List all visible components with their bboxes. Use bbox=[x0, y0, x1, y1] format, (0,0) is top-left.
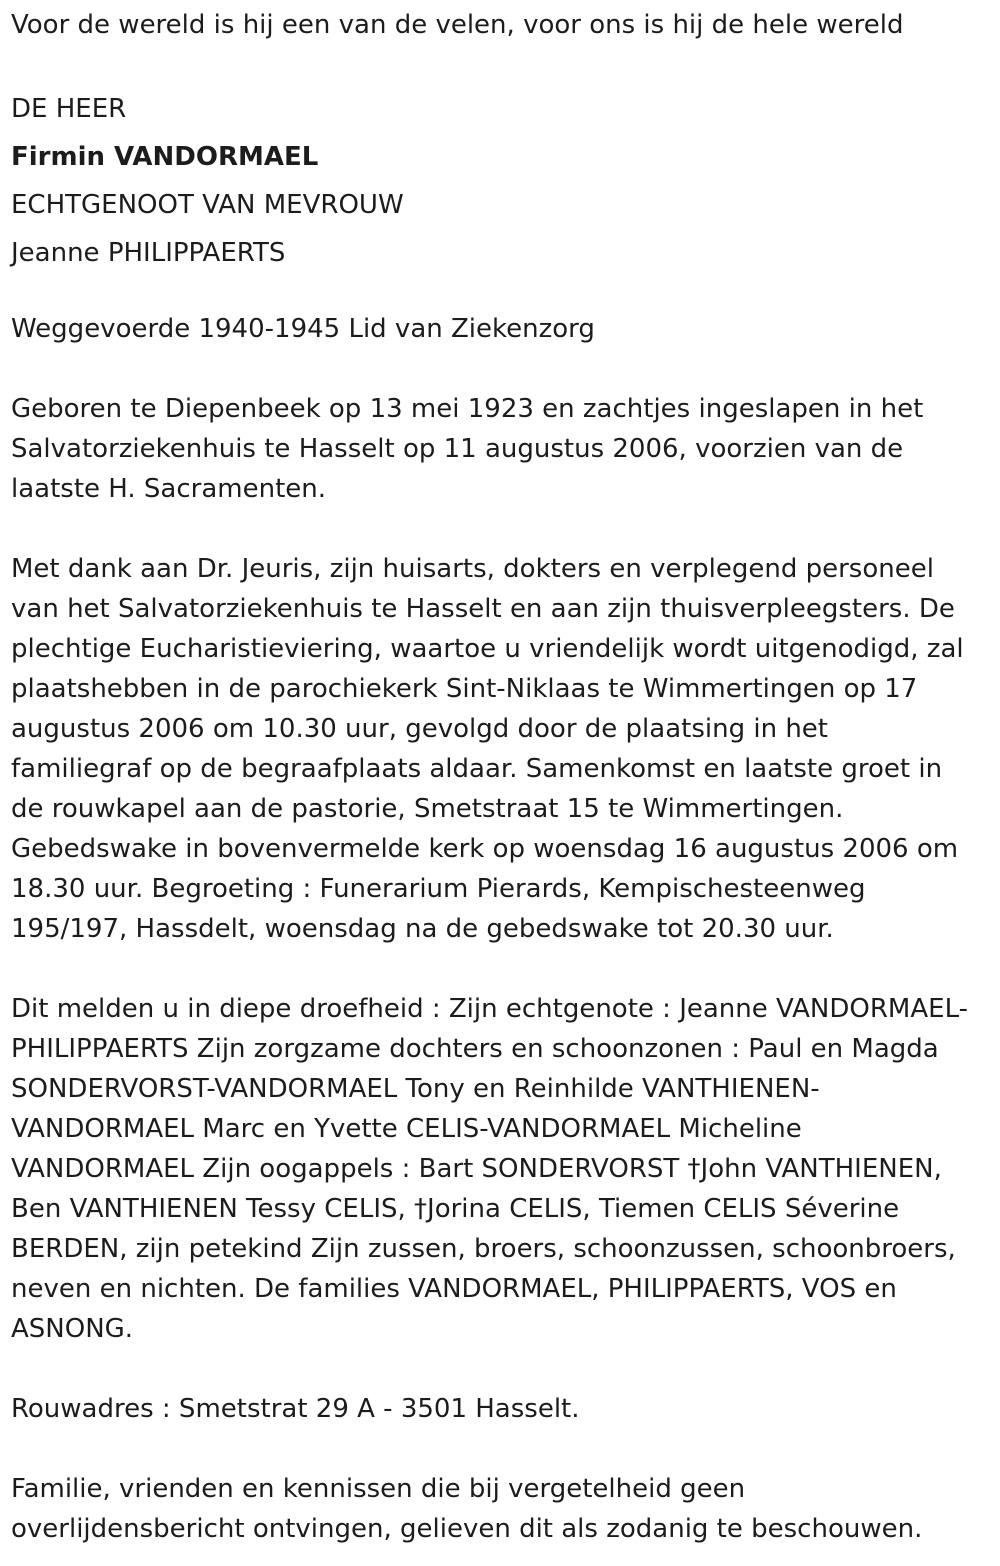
text-line: PHILIPPAERTS Zijn zorgzame dochters en schoonzonen : Paul en Magda bbox=[11, 1034, 939, 1064]
text-line: plechtige Eucharistieviering, waartoe u vriendelijk wordt uitgenodigd, zal bbox=[11, 634, 964, 664]
spacer bbox=[11, 1349, 989, 1389]
text-line: 18.30 uur. Begroeting : Funerarium Pierards, Kempischesteenweg bbox=[11, 874, 866, 904]
address-line: Rouwadres : Smetstrat 29 A - 3501 Hasselt. bbox=[11, 1394, 580, 1424]
motto: Voor de wereld is hij een van de velen, voor ons is hij de hele wereld bbox=[11, 10, 904, 40]
text-line: plaatshebben in de parochiekerk Sint-Niklaas te Wimmertingen op 17 bbox=[11, 674, 918, 704]
text-line: Dit melden u in diepe droefheid : Zijn echtgenote : Jeanne VANDORMAEL- bbox=[11, 994, 968, 1024]
text-line: VANDORMAEL Zijn oogappels : Bart SONDERVORST †John VANTHIENEN, bbox=[11, 1154, 942, 1184]
text-line: familiegraf op de begraafplaats aldaar. Samenkomst en laatste groet in bbox=[11, 754, 943, 784]
text-line: augustus 2006 om 10.30 uur, gevolgd door de plaatsing in het bbox=[11, 714, 828, 744]
text-line: overlijdensbericht ontvingen, gelieven dit als zodanig te beschouwen. bbox=[11, 1514, 923, 1544]
spacer bbox=[11, 949, 989, 989]
family-paragraph bbox=[11, 989, 989, 1349]
closing-paragraph bbox=[11, 1469, 989, 1549]
spacer bbox=[11, 45, 989, 85]
spouse-intro: ECHTGENOOT VAN MEVROUW bbox=[11, 190, 404, 220]
text-line: van het Salvatorziekenhuis te Hasselt en aan zijn thuisverpleegsters. De bbox=[11, 594, 955, 624]
thanks-paragraph bbox=[11, 549, 989, 949]
text-line: Familie, vrienden en kennissen die bij vergetelheid geen bbox=[11, 1474, 746, 1504]
text-line: laatste H. Sacramenten. bbox=[11, 474, 326, 504]
text-line: Ben VANTHIENEN Tessy CELIS, †Jorina CELIS, Tiemen CELIS Séverine bbox=[11, 1194, 900, 1224]
text-line: BERDEN, zijn petekind Zijn zussen, broers, schoonzussen, schoonbroers, bbox=[11, 1234, 956, 1264]
spacer bbox=[11, 349, 989, 389]
text-line: 195/197, Hassdelt, woensdag na de gebedswake tot 20.30 uur. bbox=[11, 914, 834, 944]
spacer bbox=[11, 1429, 989, 1469]
birth-paragraph bbox=[11, 389, 989, 509]
text-line: Met dank aan Dr. Jeuris, zijn huisarts, dokters en verplegend personeel bbox=[11, 554, 934, 584]
deceased-name: Firmin VANDORMAEL bbox=[11, 142, 319, 172]
spouse-name: Jeanne PHILIPPAERTS bbox=[11, 238, 286, 268]
text-line: ASNONG. bbox=[11, 1314, 134, 1344]
spacer bbox=[11, 277, 989, 309]
spacer bbox=[11, 509, 989, 549]
text-line: Salvatorziekenhuis te Hasselt op 11 augustus 2006, voorzien van de bbox=[11, 434, 904, 464]
text-line: Geboren te Diepenbeek op 13 mei 1923 en zachtjes ingeslapen in het bbox=[11, 394, 924, 424]
text-line: SONDERVORST-VANDORMAEL Tony en Reinhilde VANTHIENEN- bbox=[11, 1074, 820, 1104]
title-line: DE HEER bbox=[11, 94, 127, 124]
text-line: neven en nichten. De families VANDORMAEL, PHILIPPAERTS, VOS en bbox=[11, 1274, 897, 1304]
info-line: Weggevoerde 1940-1945 Lid van Ziekenzorg bbox=[11, 314, 595, 344]
text-line: VANDORMAEL Marc en Yvette CELIS-VANDORMAEL Micheline bbox=[11, 1114, 802, 1144]
text-line: de rouwkapel aan de pastorie, Smetstraat 15 te Wimmertingen. bbox=[11, 794, 844, 824]
text-line: Gebedswake in bovenvermelde kerk op woensdag 16 augustus 2006 om bbox=[11, 834, 959, 864]
